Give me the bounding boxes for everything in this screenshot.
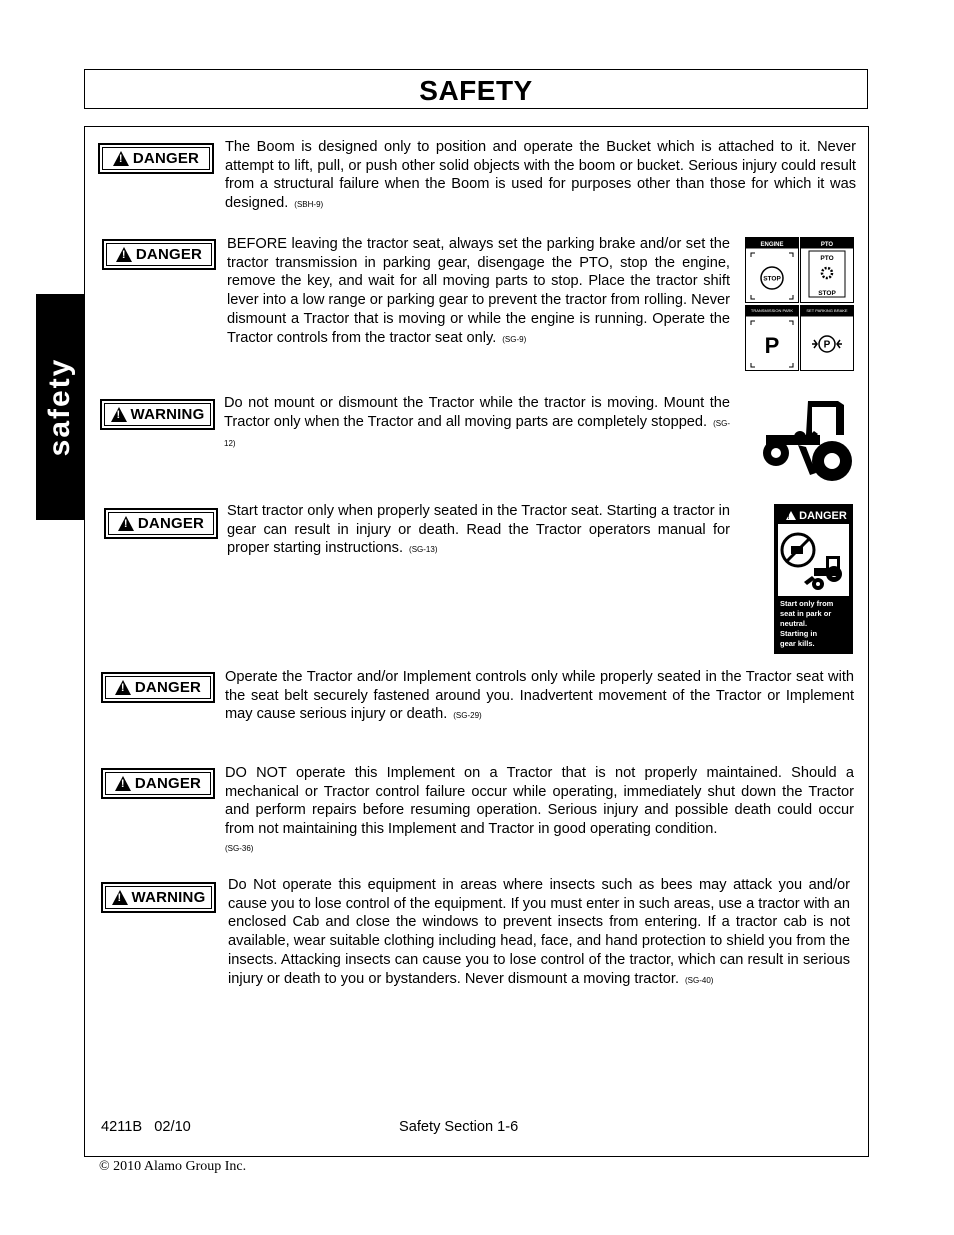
document-id: 4211B 02/10 xyxy=(101,1119,191,1135)
paragraph-text: Do not mount or dismount the Tractor while the tractor is moving. Mount the Tractor only when the Tractor and all moving parts are completely stopped. xyxy=(224,395,730,430)
paragraph-text: Start tractor only when properly seated in the Tractor seat. Starting a tractor in gear can result in injury or death. Read the Tractor operators manual for proper starting instructions. xyxy=(227,503,730,557)
paragraph-text: The Boom is designed only to position and operate the Bucket which is attached to it. Never attempt to lift, pull, or push other solid objects with the boom or bucket. Serious injury could result from a structural failure when the Boom is used for purposes other than those for which it was designed. xyxy=(225,139,856,212)
tractor-runover-icon xyxy=(760,395,852,485)
svg-text:!: ! xyxy=(787,515,790,521)
safety-paragraph xyxy=(225,138,856,215)
decal-header: DANGER xyxy=(799,510,847,522)
pto-label: PTO xyxy=(820,242,834,248)
side-tab xyxy=(36,294,84,520)
warning-triangle-icon xyxy=(112,890,128,905)
engine-label: ENGINE xyxy=(760,242,784,248)
tractor-controls-icon xyxy=(745,237,855,372)
transmission-label: TRANSMISSION PARK xyxy=(750,308,794,313)
danger-sign xyxy=(102,239,216,270)
safety-paragraph xyxy=(228,876,850,990)
warning-sign xyxy=(100,399,215,430)
section-label: Safety Section 1-6 xyxy=(399,1119,519,1135)
danger-decal-icon xyxy=(774,504,853,654)
safety-paragraph xyxy=(224,394,730,454)
reference-code: (SG-36) xyxy=(225,843,254,853)
brake-label: SET PARKING BRAKE xyxy=(806,308,848,313)
paragraph-text: Operate the Tractor and/or Implement controls only while properly seated in the Tractor seat with the seat belt securely fastened around you. Inadvertent movement of the Tractor or Implement may cause serious injury or death. xyxy=(225,669,854,723)
reference-code: (SG-40) xyxy=(685,975,714,985)
side-tab-label: safety xyxy=(43,357,76,457)
danger-sign xyxy=(98,143,214,174)
sign-word: DANGER xyxy=(137,515,205,532)
pto-stop-label: STOP xyxy=(818,290,836,297)
warning-triangle-icon xyxy=(111,407,127,422)
sign-word: DANGER xyxy=(134,775,202,792)
park-letter: P xyxy=(764,333,780,358)
copyright: © 2010 Alamo Group Inc. xyxy=(99,1159,247,1174)
danger-sign xyxy=(104,508,218,539)
safety-paragraph xyxy=(225,668,854,726)
header-box xyxy=(84,69,868,109)
paragraph-text: DO NOT operate this Implement on a Tractor that is not properly maintained. Should a mechanical or Tractor control failure occur while operating, immediately shut down the Tractor and perform repairs before resuming operation. Serious injury and possible death could occur from not maintaining this Implement and Tractor in good operating condition. xyxy=(225,765,854,838)
paragraph-text: BEFORE leaving the tractor seat, always set the parking brake and/or set the tractor transmission in parking gear, disengage the PTO, stop the engine, remove the key, and wait for all moving parts to stop. Place the tractor shift lever into a low range or parking gear to prevent the tractor from rolling. Never dismount a Tractor that is moving or while the engine is running. Operate the Tractor controls from the tractor seat only. xyxy=(227,236,730,346)
sign-word: DANGER xyxy=(132,150,200,167)
danger-sign xyxy=(101,768,215,799)
pto-inner-label: PTO xyxy=(820,255,834,262)
sign-word: WARNING xyxy=(130,406,205,423)
warning-sign xyxy=(101,882,216,913)
warning-triangle-icon xyxy=(115,776,131,791)
reference-code: (SG-29) xyxy=(453,711,482,721)
reference-code: (SG-12) xyxy=(224,418,730,449)
brake-letter: P xyxy=(823,339,831,351)
warning-triangle-icon xyxy=(116,247,132,262)
safety-paragraph xyxy=(227,235,730,349)
safety-paragraph xyxy=(225,764,854,859)
engine-stop-label: STOP xyxy=(763,275,781,283)
page-title: SAFETY xyxy=(419,75,533,106)
sign-word: DANGER xyxy=(135,246,203,263)
warning-triangle-icon xyxy=(115,680,131,695)
danger-sign xyxy=(101,672,215,703)
reference-code: (SG-13) xyxy=(409,545,438,555)
sign-word: WARNING xyxy=(131,889,206,906)
paragraph-text: Do Not operate this equipment in areas where insects such as bees may attack you and/or cause you to lose control of the equipment. If you must enter in such areas, use a tractor with an enclosed Cab and close the windows to prevent insects from entering. If a tractor cab is not available, wear suitable clothing including head, face, and hand protection to shield you from the insects. Attacking insects can cause you to lose control of the tractor, which can result in serious injury or death to you or bystanders. Never dismount a moving tractor. xyxy=(228,877,850,987)
decal-caption: Start only from seat in park or neutral. Starting in gear kills. xyxy=(780,599,834,648)
warning-triangle-icon xyxy=(118,516,134,531)
safety-paragraph xyxy=(227,502,730,560)
reference-code: (SBH-9) xyxy=(294,200,324,210)
warning-triangle-icon xyxy=(113,151,129,166)
reference-code: (SG-9) xyxy=(502,334,527,344)
sign-word: DANGER xyxy=(134,679,202,696)
